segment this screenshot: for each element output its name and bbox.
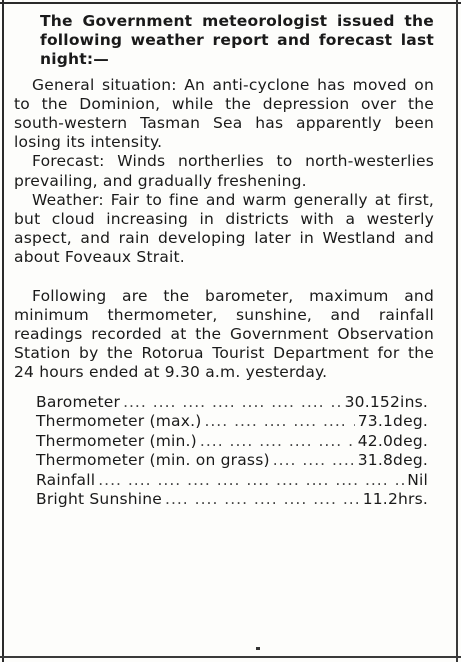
reading-value: Nil bbox=[407, 470, 428, 489]
print-mark bbox=[256, 647, 260, 650]
reading-label: Thermometer (min.) bbox=[36, 431, 197, 450]
reading-label: Rainfall bbox=[36, 470, 96, 489]
article-lead: The Government meteorologist issued the following weather report and forecast last night:— bbox=[40, 12, 434, 69]
reading-label: Barometer bbox=[36, 392, 121, 411]
readings-table bbox=[14, 393, 434, 510]
reading-value: 30.152ins. bbox=[344, 392, 428, 411]
reading-row-thermometer-min bbox=[36, 432, 428, 452]
readings-intro-paragraph: Following are the barometer, maximum and minimum thermometer, sunshine, and rainfall readings recorded at the Government Observation Station by the Rotorua Tourist Department for the 24 hours ended at 9.30 a.m. yesterday. bbox=[14, 286, 434, 382]
reading-value: 42.0deg. bbox=[357, 431, 428, 450]
reading-row-sunshine bbox=[36, 490, 428, 510]
reading-label: Bright Sunshine bbox=[36, 490, 163, 509]
dot-leader bbox=[273, 451, 355, 470]
weather-paragraph: Weather: Fair to fine and warm generally at first, but cloud increasing in districts with a westerly aspect, and rain developing later in Westland and about Foveaux Strait. bbox=[14, 190, 434, 267]
clipping-border-bottom bbox=[0, 656, 461, 658]
reading-label: Thermometer (min. on grass) bbox=[36, 451, 270, 470]
clipping-border-left bbox=[2, 0, 4, 662]
paragraph-gap bbox=[14, 268, 434, 287]
forecast-paragraph: Forecast: Winds northerlies to north-westerlies prevailing, and gradually freshening. bbox=[14, 152, 434, 190]
reading-row-thermometer-grass bbox=[36, 451, 428, 471]
reading-label: Thermometer (max.) bbox=[36, 412, 202, 431]
dot-leader bbox=[200, 432, 355, 451]
general-situation-paragraph: General situation: An anti-cyclone has moved on to the Dominion, while the depression over the south-western Tasman Sea has apparently been losing its intensity. bbox=[14, 75, 434, 152]
reading-row-barometer bbox=[36, 393, 428, 413]
dot-leader bbox=[204, 412, 354, 431]
reading-value: 11.2hrs. bbox=[362, 490, 428, 509]
weather-article bbox=[14, 12, 434, 510]
reading-row-thermometer-max bbox=[36, 412, 428, 432]
clipping-border-top bbox=[0, 2, 461, 4]
dot-leader bbox=[165, 490, 360, 509]
clipping-border-right bbox=[456, 0, 458, 662]
reading-row-rainfall bbox=[36, 471, 428, 491]
dot-leader bbox=[98, 471, 404, 490]
reading-value: 31.8deg. bbox=[357, 451, 428, 470]
reading-value: 73.1deg. bbox=[357, 412, 428, 431]
dot-leader bbox=[123, 393, 342, 412]
